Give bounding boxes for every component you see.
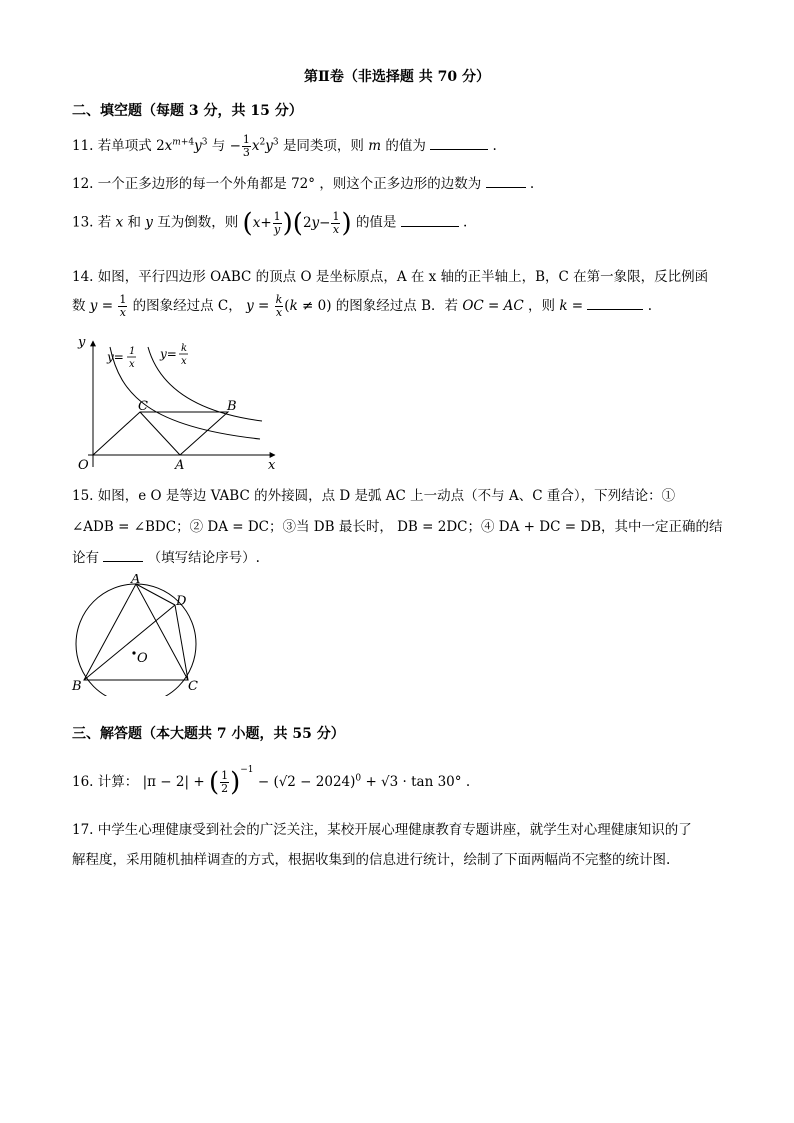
q14-k-eq: k =	[559, 298, 584, 314]
fig15-label-O: O	[137, 651, 148, 666]
fig14-label-B: B	[227, 399, 237, 414]
q17-line-1: 中学生心理健康受到社会的广泛关注，某校开展心理健康教育专题讲座，就学生对心理健康知识的了	[97, 822, 692, 838]
fig14-curve2-lhs: y=	[160, 347, 177, 361]
q13-text-2: 和	[127, 214, 141, 231]
q16-plus: +	[193, 774, 205, 790]
q15-line-3a: 论有	[72, 550, 99, 566]
fig15-label-C: C	[188, 679, 198, 694]
fig14-curve1-den: x	[129, 359, 135, 370]
question-11	[72, 134, 497, 159]
fig14-label-O: O	[78, 458, 89, 473]
q16-tan-term: + √3 · tan 30°	[365, 774, 462, 790]
question-14-line-2	[72, 294, 652, 319]
question-15-line-2	[72, 515, 723, 535]
fig14-label-x: x	[268, 458, 276, 473]
fig14-curve2-den: x	[181, 356, 187, 367]
q11-text-5: .	[492, 138, 497, 154]
q15-number: 15.	[72, 488, 94, 504]
fig15-label-A: A	[131, 574, 141, 587]
q14-l2-e: .	[647, 298, 652, 314]
q12-angle: 72°	[291, 176, 316, 192]
q11-text-1: 若单项式	[97, 138, 152, 154]
q13-var-y: y	[145, 214, 153, 231]
question-15-line-3	[72, 546, 260, 566]
q13-answer-blank[interactable]	[401, 214, 459, 227]
q15-answer-blank[interactable]	[103, 549, 143, 562]
question-12	[72, 172, 534, 192]
q17-line-2: 解程度，采用随机抽样调查的方式，根据收集到的信息进行统计，绘制了下面两幅尚不完整的统计图.	[72, 852, 671, 868]
fig15-label-B: B	[72, 679, 82, 694]
question-15-line-1	[72, 484, 675, 504]
q14-l2-b: 的图象经过点 C，	[132, 298, 242, 314]
q14-func-2: y = $\frac{k}{x}$ (k ≠ 0)	[246, 293, 332, 319]
figure-15-circle	[66, 574, 206, 696]
question-14-line-1	[72, 265, 708, 285]
q14-l2-a: 数	[72, 298, 86, 314]
q13-expression: (x+ $\frac{1}{y}$ )(2y− $\frac{1}{x}$ )	[242, 208, 352, 238]
q11-text-4: 的值为	[385, 138, 426, 154]
q16-minus: −	[257, 774, 270, 790]
section-answer-heading: 三、解答题（本大题共 7 小题，共 55 分）	[72, 726, 345, 742]
section-fill-in-heading: 二、填空题（每题 3 分，共 15 分）	[72, 103, 303, 119]
question-17-line-1	[72, 818, 692, 838]
q13-text-1: 若	[97, 214, 112, 231]
q13-text-5: .	[463, 214, 468, 231]
q11-answer-blank[interactable]	[430, 137, 488, 150]
q12-answer-blank[interactable]	[486, 175, 526, 188]
q13-text-4: 的值是	[355, 214, 397, 231]
q14-l2-d: ，则	[528, 298, 556, 314]
q16-half-power: ( $\frac{1}{2}$ )$^{-1}$	[208, 765, 254, 798]
triangle-ABC	[84, 584, 188, 680]
q11-number: 11.	[72, 138, 94, 154]
fig14-curve1-lhs: y=	[107, 350, 124, 364]
q14-condition: OC = AC	[462, 298, 524, 314]
q11-var-m: m	[368, 138, 382, 154]
q12-text-2: ，则这个正多边形的边数为	[319, 176, 482, 192]
q15-line-2: ∠ADB = ∠BDC；② DA = DC；③当 DB 最长时， DB = 2DC；④ DA + DC = DB，其中一定正确的结	[72, 519, 723, 535]
q11-text-3: 是同类项，则	[282, 138, 364, 154]
q14-line-1: 如图，平行四边形 OABC 的顶点 O 是坐标原点，A 在 x 轴的正半轴上，B，C 在第一象限，反比例函	[97, 269, 709, 285]
q16-text-1: 计算：	[97, 774, 139, 790]
q17-number: 17.	[72, 822, 94, 838]
q11-monomial-2: − $\frac{1}{3}$ $x^2y^3$	[229, 133, 279, 159]
segment-CA	[140, 412, 180, 455]
q15-line-1: 如图，e O 是等边 VABC 的外接圆，点 D 是弧 AC 上一动点（不与 A、C 重合），下列结论：①	[97, 488, 676, 504]
q12-text-3: .	[529, 176, 535, 192]
question-13	[72, 210, 467, 236]
q13-number: 13.	[72, 214, 94, 231]
fig14-curve1-num: 1	[129, 346, 136, 357]
q13-text-3: 互为倒数，则	[157, 214, 239, 231]
q16-abs-term: |π − 2|	[142, 774, 190, 790]
segment-DB	[84, 605, 175, 680]
q16-exp-zero: 0	[355, 773, 362, 784]
q16-zero-base: (√2 − 2024)	[273, 774, 356, 790]
fig14-label-C: C	[138, 399, 148, 414]
fig14-label-y: y	[78, 335, 86, 350]
question-17-line-2	[72, 848, 670, 868]
fig14-label-A: A	[175, 458, 185, 473]
q16-number: 16.	[72, 774, 94, 790]
q13-var-x: x	[115, 214, 124, 231]
q14-answer-blank[interactable]	[587, 297, 643, 310]
q11-text-2: 与	[211, 138, 226, 154]
fig15-label-D: D	[176, 594, 187, 609]
fig14-curve2-num: k	[181, 343, 188, 354]
q16-end: .	[465, 774, 471, 790]
q14-number: 14.	[72, 269, 94, 285]
question-16	[72, 765, 470, 796]
q11-monomial-1: $2x^{m+4}y^3$	[156, 137, 208, 154]
q12-number: 12.	[72, 176, 94, 192]
q14-l2-c: 的图象经过点 B．若	[335, 298, 459, 314]
q16-exp-neg1: −1	[240, 765, 254, 775]
exam-part-title: 第Ⅱ卷（非选择题 共 70 分）	[304, 69, 490, 85]
q15-line-3b: （填写结论序号）.	[147, 550, 260, 566]
center-point-O	[132, 651, 135, 654]
figure-14-graph	[70, 335, 285, 475]
q12-text-1: 一个正多边形的每一个外角都是	[97, 176, 287, 192]
q14-func-1: y = $\frac{1}{x}$	[89, 293, 127, 319]
